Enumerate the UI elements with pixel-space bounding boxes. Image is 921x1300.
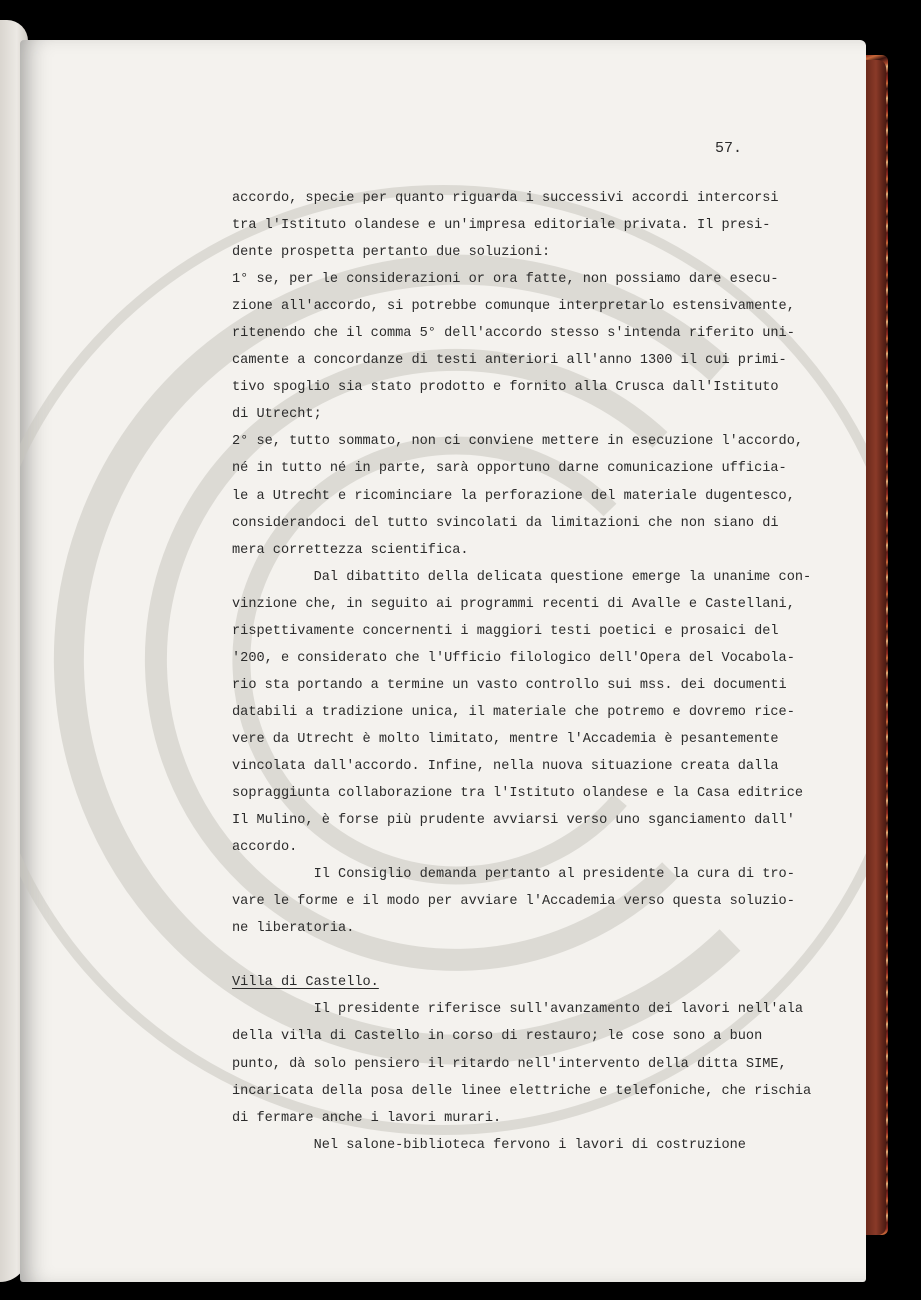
text-line: 1° se, per le considerazioni or ora fatte, non possiamo dare esecu- (232, 272, 779, 288)
text-line: le a Utrecht e ricominciare la perforazione del materiale dugentesco, (232, 488, 795, 504)
text-line: né in tutto né in parte, sarà opportuno darne comunicazione ufficia- (232, 461, 787, 477)
page-number: 57. (715, 140, 743, 157)
text-line: tivo spoglio sia stato prodotto e fornito alla Crusca dall'Istituto (232, 380, 779, 396)
text-line: accordo, specie per quanto riguarda i successivi accordi intercorsi (232, 191, 779, 206)
text-line: databili a tradizione unica, il materiale che potremo e dovremo rice- (232, 704, 795, 720)
text-line: della villa di Castello in corso di restauro; le cose sono a buon (232, 1029, 763, 1045)
text-line: zione all'accordo, si potrebbe comunque interpretarlo estensivamente, (232, 299, 795, 315)
body-text (232, 185, 822, 1159)
text-line: di fermare anche i lavori murari. (232, 1110, 502, 1126)
text-line: accordo. (232, 840, 298, 856)
text-line: vincolata dall'accordo. Infine, nella nuova situazione creata dalla (232, 758, 779, 774)
text-line: camente a concordanze di testi anteriori all'anno 1300 il cui primi- (232, 353, 787, 369)
text-line: vinzione che, in seguito ai programmi recenti di Avalle e Castellani, (232, 596, 795, 612)
text-line: Il Consiglio demanda pertanto al presidente la cura di tro- (232, 867, 795, 883)
text-line: ne liberatoria. (232, 921, 355, 937)
text-line: Il Mulino, è forse più prudente avviarsi verso uno sganciamento dall' (232, 813, 795, 829)
text-line: mera correttezza scientifica. (232, 542, 469, 558)
text-line: punto, dà solo pensiero il ritardo nell'intervento della ditta SIME, (232, 1056, 787, 1072)
text-line: sopraggiunta collaborazione tra l'Istituto olandese e la Casa editrice (232, 786, 804, 802)
text-line: Nel salone-biblioteca fervono i lavori di costruzione (232, 1137, 746, 1153)
cover-spine (866, 60, 886, 1235)
text-line: dente prospetta pertanto due soluzioni: (232, 245, 551, 261)
document-page (20, 40, 866, 1282)
text-line: di Utrecht; (232, 407, 322, 423)
text-line: ritenendo che il comma 5° dell'accordo stesso s'intenda riferito uni- (232, 326, 795, 342)
text-line: tra l'Istituto olandese e un'impresa editoriale privata. Il presi- (232, 218, 771, 234)
text-line: vere da Utrecht è molto limitato, mentre l'Accademia è pesantemente (232, 731, 779, 747)
text-line: considerandoci del tutto svincolati da limitazioni che non siano di (232, 515, 779, 531)
text-line: 2° se, tutto sommato, non ci conviene mettere in esecuzione l'accordo, (232, 434, 804, 450)
text-line: Il presidente riferisce sull'avanzamento dei lavori nell'ala (232, 1002, 804, 1018)
blank-line (232, 942, 822, 969)
text-line: vare le forme e il modo per avviare l'Accademia verso questa soluzio- (232, 894, 795, 910)
section-heading: Villa di Castello. (232, 975, 379, 991)
text-line: rio sta portando a termine un vasto controllo sui mss. dei documenti (232, 677, 787, 693)
text-line: Dal dibattito della delicata questione emerge la unanime con- (232, 569, 812, 585)
text-line: '200, e considerato che l'Ufficio filologico dell'Opera del Vocabola- (232, 650, 795, 666)
text-line: incaricata della posa delle linee elettriche e telefoniche, che rischia (232, 1083, 812, 1099)
text-line: rispettivamente concernenti i maggiori testi poetici e prosaici del (232, 623, 779, 639)
